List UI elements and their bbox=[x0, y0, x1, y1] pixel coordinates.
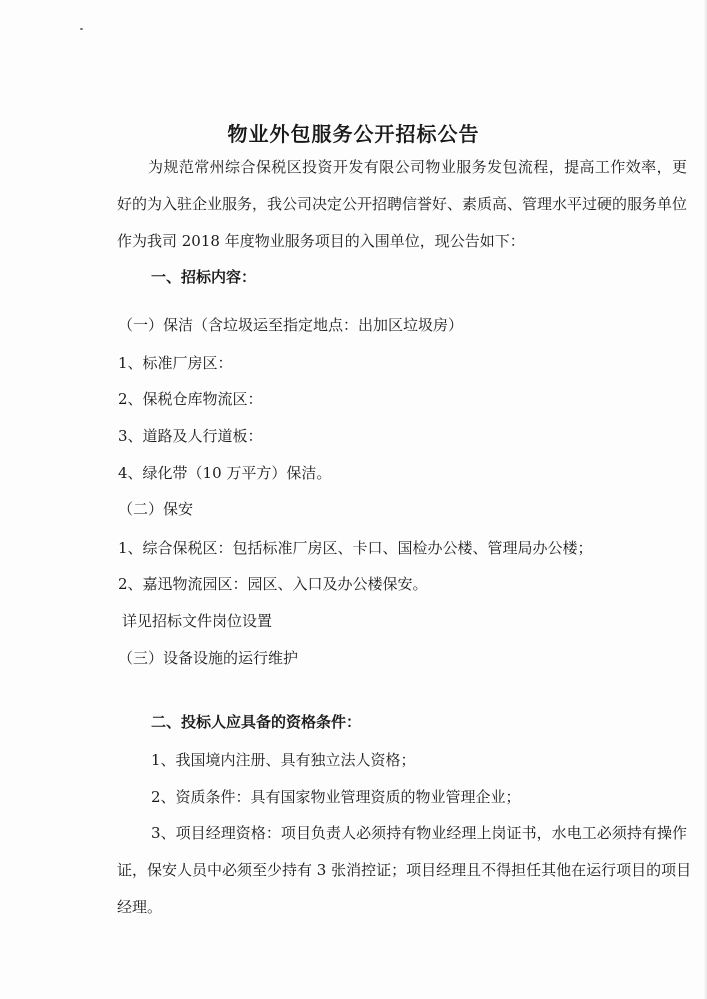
cleaning-item-2: 2、保税仓库物流区： bbox=[118, 390, 263, 408]
scan-speck bbox=[80, 28, 83, 30]
cleaning-label: （一）保洁（含垃圾运至指定地点：出加区垃圾房） bbox=[118, 316, 464, 334]
section2-heading: 二、投标人应具备的资格条件： bbox=[151, 713, 362, 731]
scan-edge-shadow bbox=[703, 0, 707, 999]
security-label: （二）保安 bbox=[118, 500, 194, 518]
qualification-item-1: 1、我国境内注册、具有独立法人资格； bbox=[151, 751, 416, 769]
cleaning-item-1: 1、标准厂房区： bbox=[118, 354, 233, 372]
cleaning-item-4: 4、绿化带（10 万平方）保洁。 bbox=[118, 464, 332, 482]
security-item-2: 2、嘉迅物流园区：园区、入口及办公楼保安。 bbox=[118, 575, 428, 593]
intro-line-2: 好的为入驻企业服务，我公司决定公开招聘信誉好、素质高、管理水平过硬的服务单位 bbox=[117, 195, 688, 213]
section1-heading: 一、招标内容： bbox=[151, 268, 257, 286]
document-title: 物业外包服务公开招标公告 bbox=[227, 122, 480, 146]
cleaning-item-3: 3、道路及人行道板： bbox=[118, 427, 263, 445]
qualification-item-3-line-2: 证，保安人员中必须至少持有 3 张消控证；项目经理且不得担任其他在运行项目的项目 bbox=[117, 861, 692, 879]
security-note: 详见招标文件岗位设置 bbox=[122, 612, 273, 630]
qualification-item-3-line-3: 经理。 bbox=[117, 898, 163, 916]
qualification-item-2: 2、资质条件：具有国家物业管理资质的物业管理企业； bbox=[151, 788, 521, 806]
intro-line-1: 为规范常州综合保税区投资开发有限公司物业服务发包流程，提高工作效率，更 bbox=[148, 158, 687, 176]
intro-line-3: 作为我司 2018 年度物业服务项目的入围单位，现公告如下： bbox=[117, 232, 525, 250]
maintenance-label: （三）设备设施的运行维护 bbox=[118, 649, 299, 667]
security-item-1: 1、综合保税区：包括标准厂房区、卡口、国检办公楼、管理局办公楼； bbox=[118, 539, 593, 557]
qualification-item-3-line-1: 3、项目经理资格：项目负责人必须持有物业经理上岗证书，水电工必须持有操作 bbox=[151, 824, 687, 842]
